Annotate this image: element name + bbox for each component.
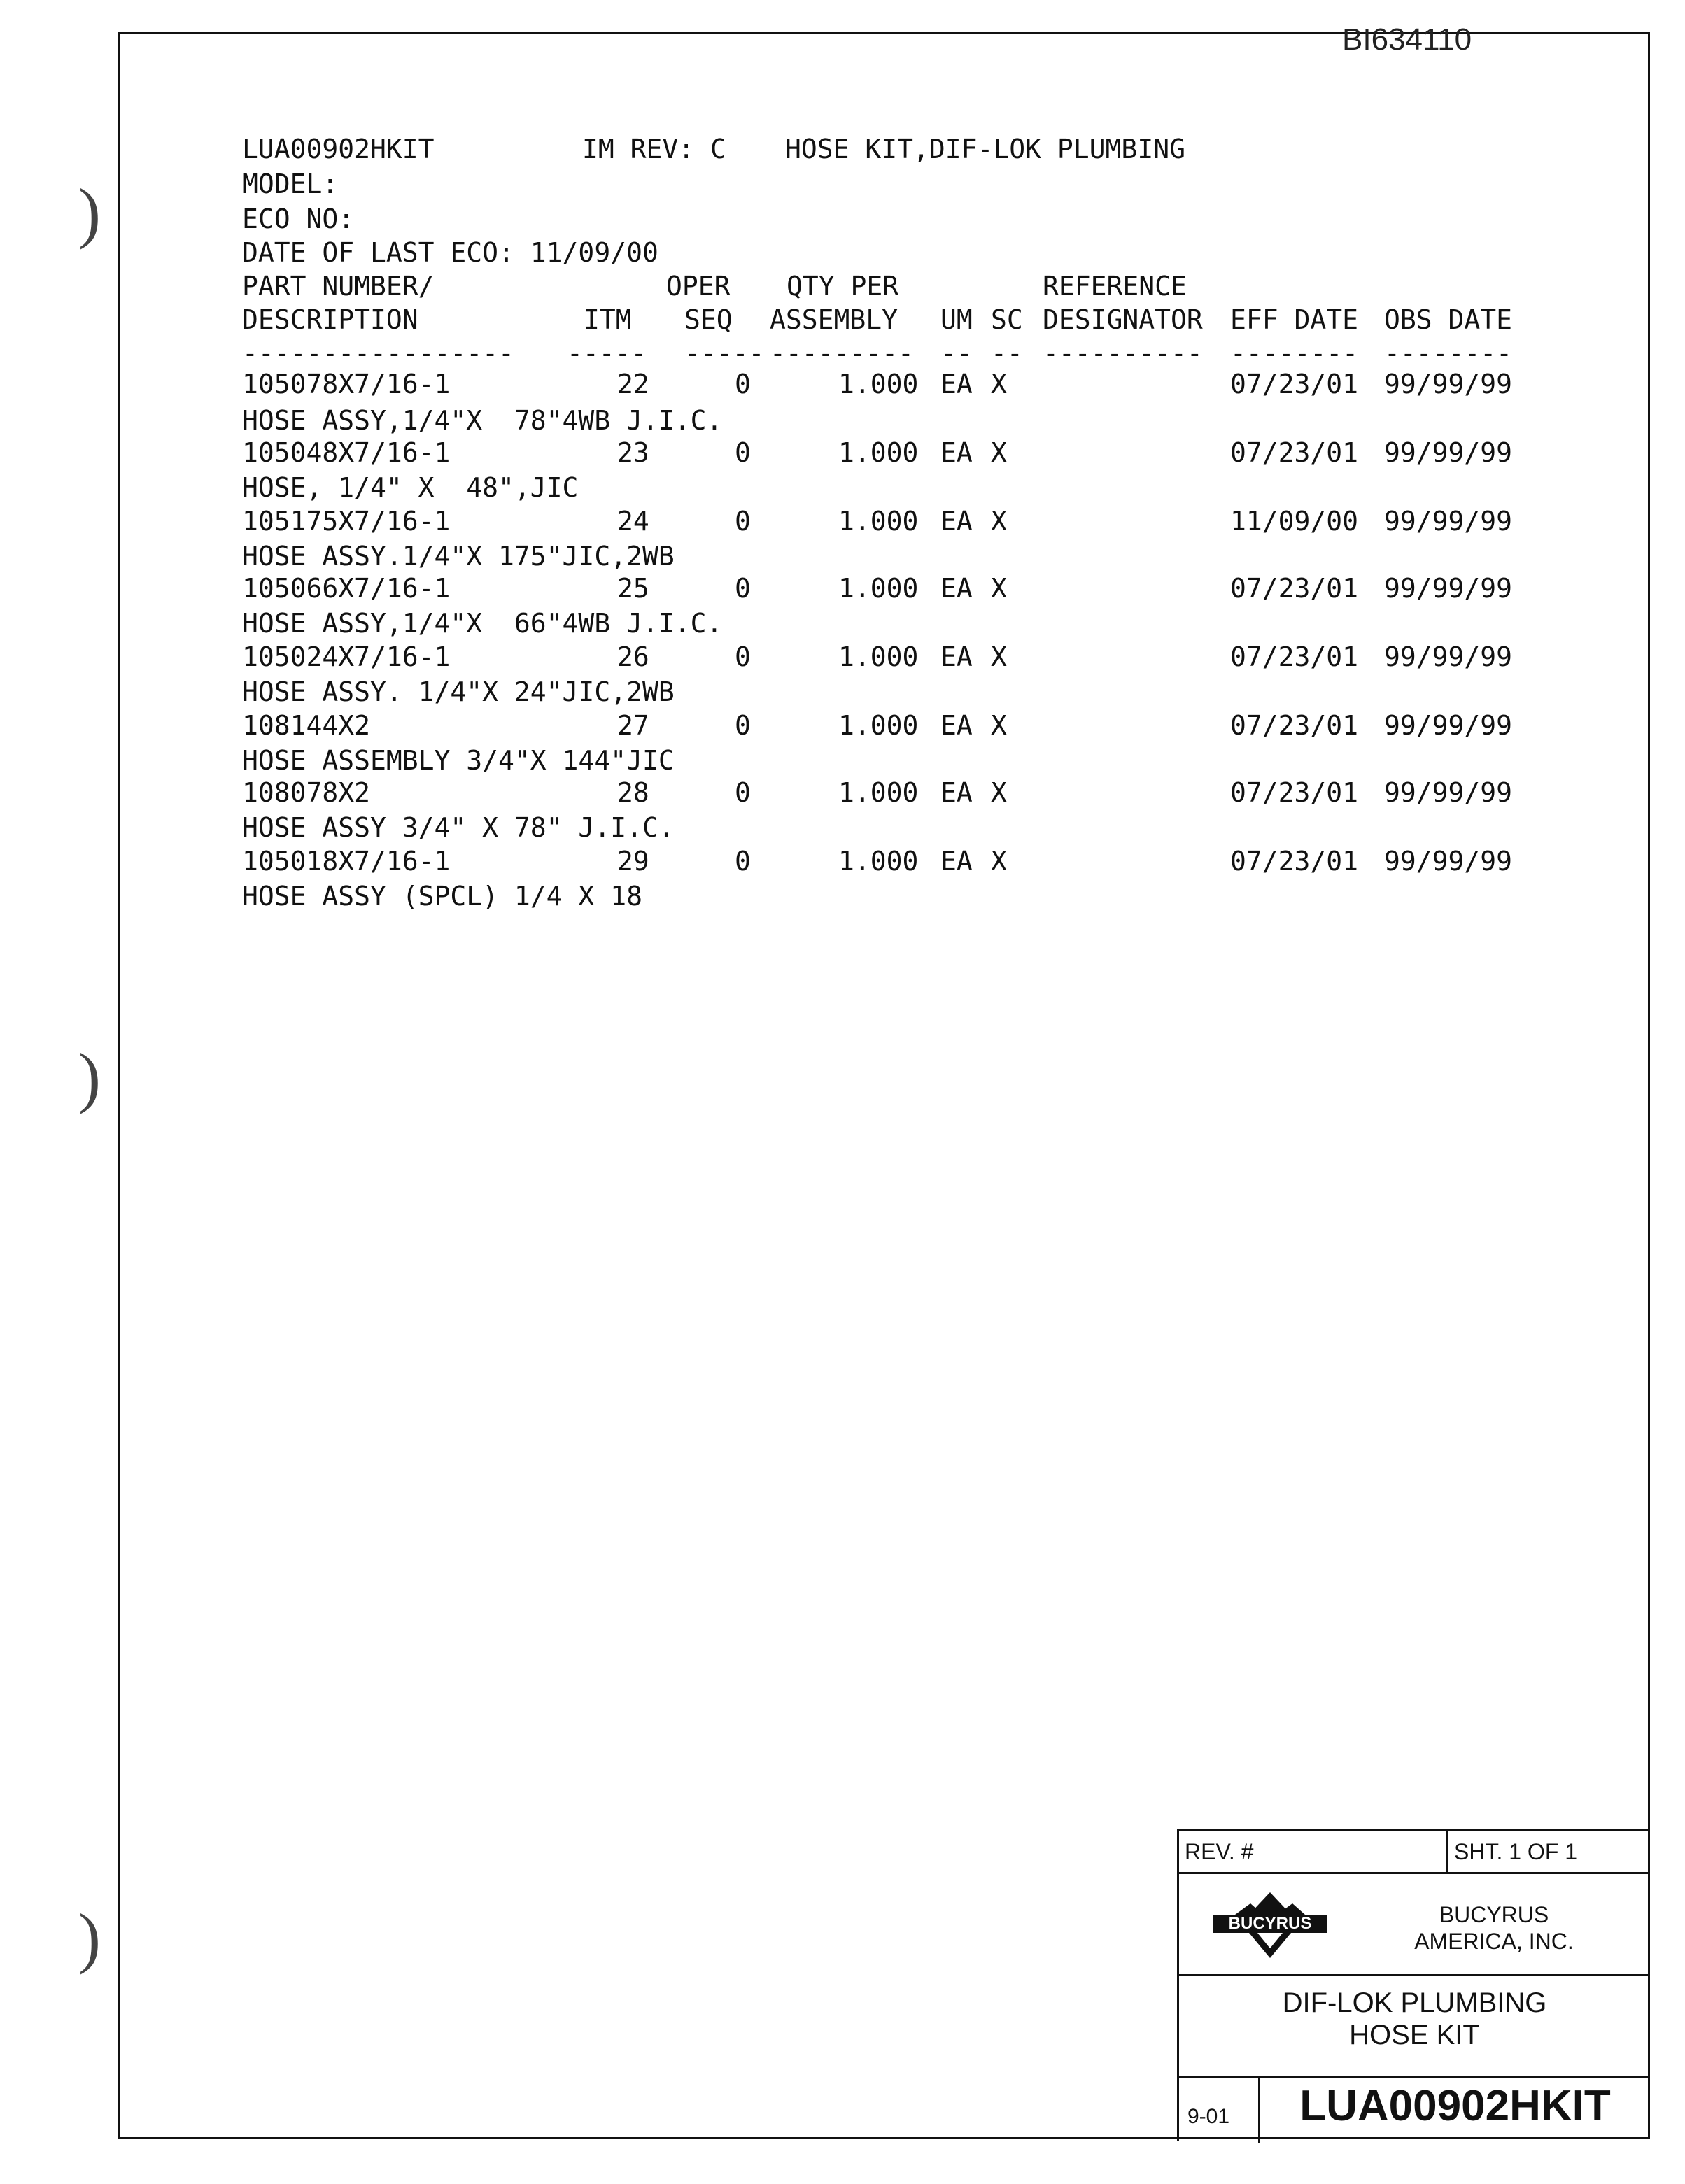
header-separator: -------- (1384, 338, 1513, 369)
item-obs-date: 99/99/99 (1384, 573, 1513, 604)
drawing-title-line1: DIF-LOK PLUMBING (1282, 1987, 1547, 2018)
item-description: HOSE ASSY 3/4" X 78" J.I.C. (242, 812, 675, 843)
col-header-seq: SEQ (684, 304, 733, 335)
company-name-line2: AMERICA, INC. (1414, 1929, 1574, 1954)
header-separator: -- (940, 338, 973, 369)
item-qty: 1.000 (838, 573, 919, 604)
item-sc: X (991, 369, 1007, 399)
item-part-number: 105018X7/16-1 (242, 846, 451, 877)
item-eff-date: 11/09/00 (1230, 506, 1359, 537)
col-header-eff-date: EFF DATE (1230, 304, 1359, 335)
item-itm: 26 (617, 641, 649, 672)
item-itm: 23 (617, 437, 649, 468)
item-qty: 1.000 (838, 710, 919, 741)
item-description: HOSE, 1/4" X 48",JIC (242, 472, 579, 503)
header-eco-no: ECO NO: (242, 204, 355, 234)
col-header-description: DESCRIPTION (242, 304, 418, 335)
col-header-obs-date: OBS DATE (1384, 304, 1513, 335)
item-um: EA (940, 777, 973, 808)
item-eff-date: 07/23/01 (1230, 369, 1359, 399)
item-sc: X (991, 437, 1007, 468)
item-itm: 29 (617, 846, 649, 877)
item-eff-date: 07/23/01 (1230, 573, 1359, 604)
item-obs-date: 99/99/99 (1384, 641, 1513, 672)
title-block-rev-row (1179, 1831, 1650, 1874)
document-id: BI634110 (1342, 22, 1472, 57)
item-itm: 24 (617, 506, 649, 537)
header-part-number: LUA00902HKIT (242, 134, 435, 164)
item-eff-date: 07/23/01 (1230, 437, 1359, 468)
item-seq: 0 (735, 846, 751, 877)
item-eff-date: 07/23/01 (1230, 641, 1359, 672)
item-part-number: 105066X7/16-1 (242, 573, 451, 604)
col-header-reference: REFERENCE (1043, 271, 1187, 302)
drawing-date: 9-01 (1179, 2078, 1260, 2143)
item-qty: 1.000 (838, 437, 919, 468)
rev-label: REV. # (1185, 1839, 1254, 1864)
logo-text: BUCYRUS (1228, 1914, 1312, 1933)
item-part-number: 108078X2 (242, 777, 371, 808)
title-block-title-row (1179, 1976, 1650, 2078)
item-description: HOSE ASSY,1/4"X 78"4WB J.I.C. (242, 405, 723, 436)
title-block (1177, 1829, 1650, 2141)
col-header-part-number: PART NUMBER/ (242, 271, 435, 302)
item-um: EA (940, 573, 973, 604)
item-description: HOSE ASSEMBLY 3/4"X 144"JIC (242, 745, 675, 776)
col-header-oper: OPER (666, 271, 731, 302)
drawing-number: LUA00902HKIT (1299, 2082, 1611, 2130)
item-description: HOSE ASSY. 1/4"X 24"JIC,2WB (242, 676, 675, 707)
item-sc: X (991, 573, 1007, 604)
company-name-line1: BUCYRUS (1439, 1902, 1549, 1927)
item-obs-date: 99/99/99 (1384, 506, 1513, 537)
item-seq: 0 (735, 506, 751, 537)
item-qty: 1.000 (838, 369, 919, 399)
item-sc: X (991, 641, 1007, 672)
item-part-number: 105078X7/16-1 (242, 369, 451, 399)
header-date-of-last-eco: DATE OF LAST ECO: 11/09/00 (242, 237, 658, 268)
col-header-itm: ITM (584, 304, 632, 335)
drawing-title-line2: HOSE KIT (1349, 2020, 1480, 2050)
item-description: HOSE ASSY.1/4"X 175"JIC,2WB (242, 541, 675, 572)
item-description: HOSE ASSY,1/4"X 66"4WB J.I.C. (242, 608, 723, 639)
item-eff-date: 07/23/01 (1230, 777, 1359, 808)
header-im-rev: IM REV: C (582, 134, 726, 164)
punch-hole-mark: ) (78, 175, 101, 250)
company-logo (1207, 1888, 1333, 1965)
item-sc: X (991, 777, 1007, 808)
item-sc: X (991, 846, 1007, 877)
item-part-number: 108144X2 (242, 710, 371, 741)
col-header-sc: SC (991, 304, 1023, 335)
item-qty: 1.000 (838, 777, 919, 808)
item-qty: 1.000 (838, 641, 919, 672)
item-obs-date: 99/99/99 (1384, 777, 1513, 808)
sheet-number: SHT. 1 OF 1 (1446, 1831, 1650, 1874)
item-um: EA (940, 437, 973, 468)
item-part-number: 105175X7/16-1 (242, 506, 451, 537)
item-part-number: 105024X7/16-1 (242, 641, 451, 672)
item-um: EA (940, 506, 973, 537)
header-separator: ----- (567, 338, 647, 369)
header-separator: -------- (1230, 338, 1359, 369)
header-separator: --------- (770, 338, 914, 369)
header-model: MODEL: (242, 169, 339, 199)
header-separator: ----- (684, 338, 765, 369)
item-itm: 25 (617, 573, 649, 604)
item-obs-date: 99/99/99 (1384, 437, 1513, 468)
item-um: EA (940, 710, 973, 741)
item-description: HOSE ASSY (SPCL) 1/4 X 18 (242, 881, 642, 912)
header-separator: ----------------- (242, 338, 514, 369)
item-seq: 0 (735, 777, 751, 808)
col-header-assembly: ASSEMBLY (770, 304, 898, 335)
title-block-company-row (1179, 1874, 1650, 1976)
item-sc: X (991, 506, 1007, 537)
item-itm: 22 (617, 369, 649, 399)
item-eff-date: 07/23/01 (1230, 846, 1359, 877)
item-um: EA (940, 641, 973, 672)
item-seq: 0 (735, 369, 751, 399)
item-part-number: 105048X7/16-1 (242, 437, 451, 468)
col-header-designator: DESIGNATOR (1043, 304, 1203, 335)
item-qty: 1.000 (838, 506, 919, 537)
col-header-um: UM (940, 304, 973, 335)
item-um: EA (940, 846, 973, 877)
item-qty: 1.000 (838, 846, 919, 877)
item-seq: 0 (735, 641, 751, 672)
col-header-qty-per: QTY PER (787, 271, 899, 302)
header-separator: ---------- (1043, 338, 1203, 369)
item-seq: 0 (735, 710, 751, 741)
item-seq: 0 (735, 573, 751, 604)
item-itm: 27 (617, 710, 649, 741)
item-obs-date: 99/99/99 (1384, 846, 1513, 877)
header-title: HOSE KIT,DIF-LOK PLUMBING (785, 134, 1185, 164)
item-obs-date: 99/99/99 (1384, 369, 1513, 399)
item-obs-date: 99/99/99 (1384, 710, 1513, 741)
item-um: EA (940, 369, 973, 399)
item-sc: X (991, 710, 1007, 741)
title-block-number-row (1179, 2078, 1650, 2143)
item-eff-date: 07/23/01 (1230, 710, 1359, 741)
item-itm: 28 (617, 777, 649, 808)
header-separator: -- (991, 338, 1023, 369)
item-seq: 0 (735, 437, 751, 468)
punch-hole-mark: ) (78, 1040, 101, 1114)
punch-hole-mark: ) (78, 1900, 101, 1975)
